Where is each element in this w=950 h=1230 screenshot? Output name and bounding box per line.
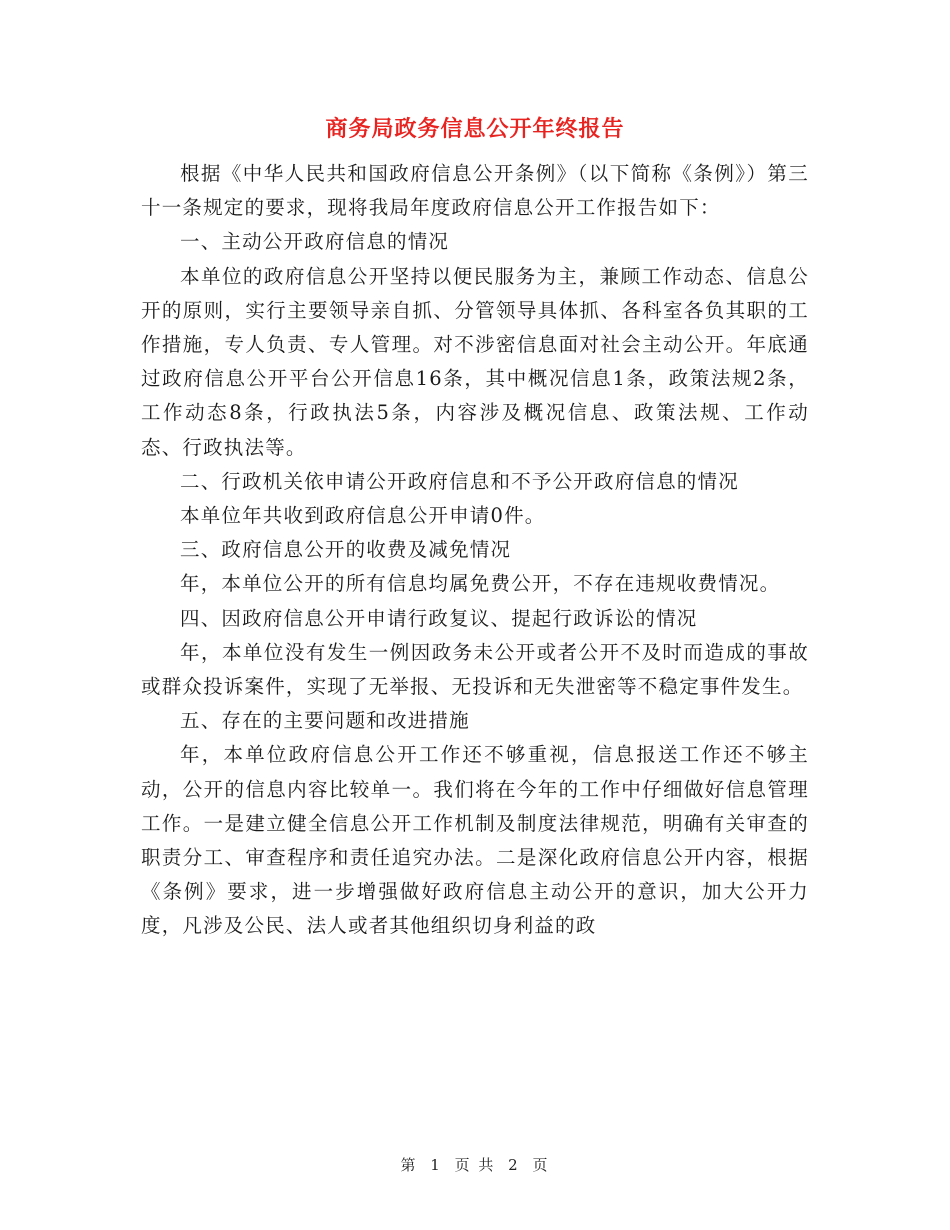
paragraph-section-5: 年，本单位政府信息公开工作还不够重视，信息报送工作还不够主动，公开的信息内容比较单一。我们将在今年的工作中仔细做好信息管理工作。一是建立健全信息公开工作机制及制度法律规范，明确有关审查的职责分工、审查程序和责任追究办法。二是深化政府信息公开内容，根据《条例》要求，进一步增强做好政府信息主动公开的意识，加大公开力度，凡涉及公民、法人或者其他组织切身利益的政	[141, 743, 809, 938]
section-heading-2: 二、行政机关依申请公开政府信息和不予公开政府信息的情况	[180, 469, 739, 493]
document-title: 商务局政务信息公开年终报告	[325, 116, 625, 142]
page-number-total: 2	[508, 1156, 520, 1174]
document-body	[141, 157, 809, 944]
footer-middle: 页 共	[454, 1156, 496, 1174]
page-number-current: 1	[430, 1156, 442, 1174]
paragraph-section-2: 本单位年共收到政府信息公开申请0件。	[180, 504, 546, 528]
section-heading-4: 四、因政府信息公开申请行政复议、提起行政诉讼的情况	[180, 606, 698, 630]
paragraph-section-3: 年，本单位公开的所有信息均属免费公开，不存在违规收费情况。	[180, 572, 781, 596]
section-heading-3: 三、政府信息公开的收费及减免情况	[180, 538, 512, 562]
section-heading-5: 五、存在的主要问题和改进措施	[180, 709, 470, 733]
footer-prefix: 第	[400, 1156, 418, 1174]
footer-suffix: 页	[532, 1156, 550, 1174]
page-footer	[0, 1154, 950, 1175]
paragraph-section-4: 年，本单位没有发生一例因政务未公开或者公开不及时而造成的事故或群众投诉案件，实现了无举报、无投诉和无失泄密等不稳定事件发生。	[141, 640, 809, 699]
paragraph-section-1: 本单位的政府信息公开坚持以便民服务为主，兼顾工作动态、信息公开的原则，实行主要领导亲自抓、分管领导具体抓、各科室各负其职的工作措施，专人负责、专人管理。对不涉密信息面对社会主动公开。年底通过政府信息公开平台公开信息16条，其中概况信息1条，政策法规2条，工作动态8条，行政执法5条，内容涉及概况信息、政策法规、工作动态、行政执法等。	[141, 264, 809, 459]
section-heading-1: 一、主动公开政府信息的情况	[180, 230, 450, 254]
paragraph-intro: 根据《中华人民共和国政府信息公开条例》（以下简称《条例》）第三十一条规定的要求，现将我局年度政府信息公开工作报告如下：	[141, 162, 809, 220]
